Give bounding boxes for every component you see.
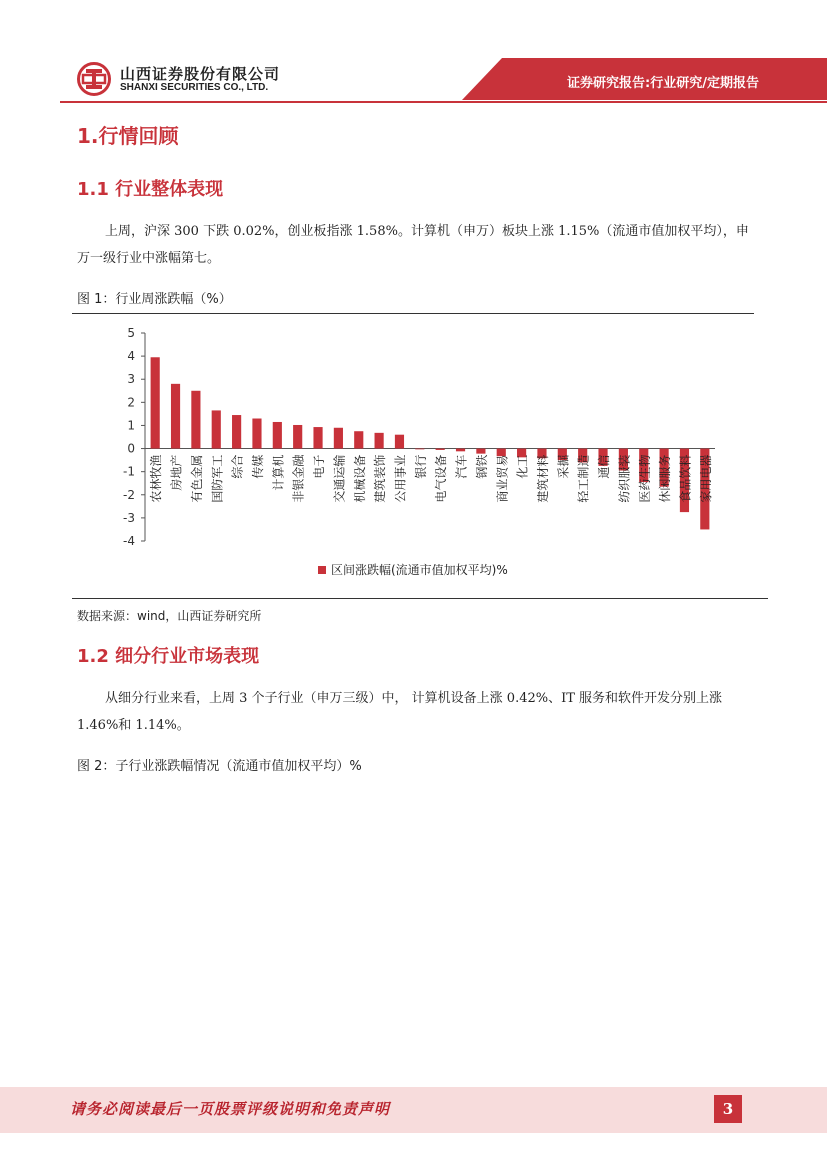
figure1-caption: 图 1：行业周涨跌幅（%） <box>77 292 232 307</box>
x-tick-label: 通信 <box>597 454 612 479</box>
paragraph-1-2: 从细分行业来看，上周 3 个子行业（申万三级）中， 计算机设备上涨 0.42%、IT 服务和软件开发分别上涨 1.46%和 1.14%。 <box>77 691 723 733</box>
y-tick-label: -1 <box>123 464 135 479</box>
bar <box>354 431 363 448</box>
bar <box>375 433 384 449</box>
section-title: 1.行情回顾 <box>77 124 179 148</box>
x-tick-label: 银行 <box>413 454 428 479</box>
x-tick-label: 轻工制造 <box>576 454 591 503</box>
x-tick-label: 有色金属 <box>189 454 204 503</box>
legend-label: 区间涨跌幅(流通市值加权平均)% <box>331 563 508 577</box>
bar <box>436 449 445 450</box>
x-tick-label: 采掘 <box>556 454 571 479</box>
y-tick-label: 0 <box>127 441 135 456</box>
bar <box>273 422 282 449</box>
bar <box>212 410 221 448</box>
y-tick-label: 2 <box>127 395 135 410</box>
bar <box>151 357 160 448</box>
subsection-title-1-2: 1.2 细分行业市场表现 <box>77 646 260 667</box>
bar <box>171 384 180 449</box>
y-tick-label: -3 <box>123 510 135 525</box>
y-tick-label: 3 <box>127 372 135 387</box>
x-tick-label: 食品饮料 <box>678 454 693 503</box>
bar <box>334 428 343 449</box>
figure1-bottom-rule <box>72 598 768 599</box>
x-tick-label: 钢铁 <box>474 454 489 479</box>
figure1-source: 数据来源：wind，山西证券研究所 <box>77 609 262 623</box>
report-type: 证券研究报告:行业研究/定期报告 <box>567 76 759 91</box>
x-tick-label: 国防军工 <box>210 454 225 503</box>
y-tick-label: -4 <box>123 534 135 548</box>
x-tick-label: 医药生物 <box>637 454 652 503</box>
x-tick-label: 电气设备 <box>434 454 449 503</box>
y-tick-label: 4 <box>127 349 135 364</box>
bar <box>395 435 404 449</box>
x-tick-label: 传媒 <box>250 454 265 479</box>
page-number: 3 <box>714 1095 742 1123</box>
bar <box>232 415 241 449</box>
bar <box>191 391 200 449</box>
x-tick-label: 商业贸易 <box>495 454 510 503</box>
footer-disclaimer: 请务必阅读最后一页股票评级说明和免责声明 <box>70 1100 391 1118</box>
x-tick-label: 房地产 <box>169 454 184 491</box>
x-tick-label: 电子 <box>312 454 327 479</box>
x-tick-label: 农林牧渔 <box>149 454 164 503</box>
legend-swatch <box>318 566 326 574</box>
y-tick-label: 1 <box>127 418 135 433</box>
bar <box>313 427 322 448</box>
x-tick-label: 纺织服装 <box>617 454 632 503</box>
x-tick-label: 非银金融 <box>291 454 306 503</box>
figure2-caption: 图 2：子行业涨跌幅情况（流通市值加权平均）% <box>77 759 362 774</box>
x-tick-label: 公用事业 <box>393 454 408 503</box>
x-tick-label: 建筑材料 <box>535 454 550 503</box>
bar <box>293 425 302 449</box>
x-tick-label: 汽车 <box>454 454 469 479</box>
x-tick-label: 建筑装饰 <box>373 454 388 503</box>
x-tick-label: 化工 <box>515 454 530 479</box>
bar <box>415 449 424 450</box>
x-tick-label: 机械设备 <box>352 454 367 503</box>
y-tick-label: 5 <box>127 326 135 340</box>
company-name-en: SHANXI SECURITIES CO., LTD. <box>120 82 269 93</box>
x-tick-label: 交通运输 <box>332 454 347 503</box>
company-name-cn: 山西证券股份有限公司 <box>120 65 281 83</box>
bar <box>252 419 261 449</box>
paragraph-1-1: 上周，沪深 300 下跌 0.02%，创业板指涨 1.58%。计算机（申万）板块上涨 1.15%（流通市值加权平均），申万一级行业中涨幅第七。 <box>77 224 749 266</box>
y-tick-label: -2 <box>123 487 135 502</box>
x-tick-label: 家用电器 <box>698 454 713 503</box>
bar <box>456 449 465 452</box>
x-tick-label: 综合 <box>230 454 245 479</box>
bar <box>476 449 485 454</box>
x-tick-label: 休闲服务 <box>658 454 673 503</box>
x-tick-label: 计算机 <box>271 454 286 491</box>
subsection-title-1-1: 1.1 行业整体表现 <box>77 179 224 200</box>
